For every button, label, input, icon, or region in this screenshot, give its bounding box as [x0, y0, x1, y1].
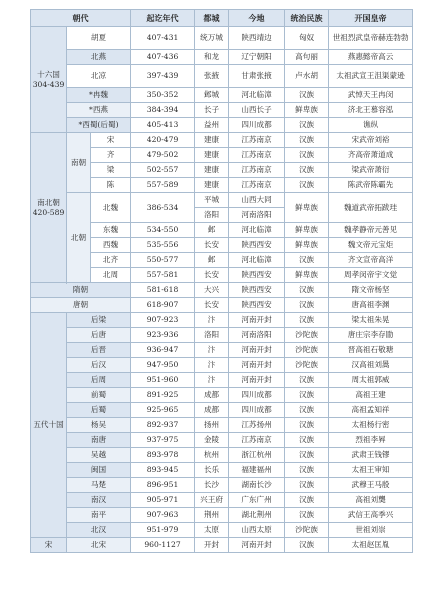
dynasty-cell: 齐 — [91, 148, 131, 163]
dynasty-cell: 南汉 — [67, 493, 131, 508]
table-row — [31, 478, 413, 493]
people-cell: 沙陀族 — [285, 523, 329, 538]
years-cell: 907-963 — [131, 508, 195, 523]
capital-cell: 大兴 — [195, 283, 229, 298]
table-row — [31, 493, 413, 508]
founder-cell: 汉高祖刘暠 — [329, 358, 413, 373]
people-cell: 鲜卑族 — [285, 103, 329, 118]
capital-cell: 兴王府 — [195, 493, 229, 508]
capital-cell: 太原 — [195, 523, 229, 538]
founder-cell: 武信王高季兴 — [329, 508, 413, 523]
modern-location-cell: 甘肃张掖 — [229, 65, 285, 88]
years-cell: 892-937 — [131, 418, 195, 433]
era-southern: 南朝 — [67, 133, 91, 193]
dynasty-cell: 后唐 — [67, 328, 131, 343]
years-cell: 557-581 — [131, 268, 195, 283]
capital-cell: 建康 — [195, 133, 229, 148]
capital-cell: 建康 — [195, 148, 229, 163]
dynasty-cell: 后蜀 — [67, 403, 131, 418]
capital-cell: 益州 — [195, 118, 229, 133]
modern-location-cell: 河北临漳 — [229, 88, 285, 103]
capital-cell: 张掖 — [195, 65, 229, 88]
founder-cell: 武穆王马殷 — [329, 478, 413, 493]
header-capital: 都城 — [195, 10, 229, 27]
modern-location-cell: 四川成都 — [229, 118, 285, 133]
dynasty-cell: *冉魏 — [67, 88, 131, 103]
capital-cell: 汴 — [195, 358, 229, 373]
era-northern: 北朝 — [67, 193, 91, 283]
table-row — [31, 418, 413, 433]
modern-location-cell: 辽宁朝阳 — [229, 50, 285, 65]
table-row — [31, 283, 413, 298]
founder-cell: 太祖杨行密 — [329, 418, 413, 433]
founder-cell: 晋高祖石敬瑭 — [329, 343, 413, 358]
table-row — [31, 343, 413, 358]
founder-cell: 魏文帝元宝炬 — [329, 238, 413, 253]
founder-cell: 齐文宣帝高洋 — [329, 253, 413, 268]
years-cell: 534-550 — [131, 223, 195, 238]
people-cell: 汉族 — [285, 403, 329, 418]
modern-location-cell: 山西长子 — [229, 103, 285, 118]
era-tang: 唐朝 — [31, 298, 131, 313]
years-cell: 502-557 — [131, 163, 195, 178]
dynasty-cell: 北周 — [91, 268, 131, 283]
people-cell: 汉族 — [285, 433, 329, 448]
people-cell: 汉族 — [285, 298, 329, 313]
modern-location-cell: 陕西西安 — [229, 238, 285, 253]
table-row — [31, 65, 413, 88]
people-cell: 汉族 — [285, 538, 329, 553]
dynasty-table — [30, 9, 413, 553]
capital-cell: 汴 — [195, 313, 229, 328]
table-row — [31, 27, 413, 50]
people-cell: 汉族 — [285, 283, 329, 298]
dynasty-cell: 北燕 — [67, 50, 131, 65]
capital-cell: 邺城 — [195, 88, 229, 103]
modern-location-cell: 陕西西安 — [229, 298, 285, 313]
founder-cell: 魏道武帝拓跋珪 — [329, 193, 413, 223]
table-row — [31, 298, 413, 313]
table-row — [31, 523, 413, 538]
years-cell: 550-577 — [131, 253, 195, 268]
years-cell: 905-971 — [131, 493, 195, 508]
dynasty-cell: 北魏 — [91, 193, 131, 223]
capital-cell: 汴 — [195, 343, 229, 358]
capital-cell: 建康 — [195, 178, 229, 193]
era-five-dynasties: 五代十国 — [31, 313, 67, 538]
table-row — [31, 508, 413, 523]
table-row — [31, 388, 413, 403]
table-row — [31, 193, 413, 208]
table-row — [31, 373, 413, 388]
capital-cell: 和龙 — [195, 50, 229, 65]
capital-cell: 洛阳 — [195, 328, 229, 343]
table-row — [31, 88, 413, 103]
people-cell: 汉族 — [285, 478, 329, 493]
table-row — [31, 118, 413, 133]
years-cell: 925-965 — [131, 403, 195, 418]
modern-location-cell: 山西太原 — [229, 523, 285, 538]
people-cell: 汉族 — [285, 253, 329, 268]
years-cell: 384-394 — [131, 103, 195, 118]
table-row — [31, 133, 413, 148]
people-cell: 鲜卑族 — [285, 193, 329, 223]
modern-location-cell: 陕西西安 — [229, 283, 285, 298]
modern-location-cell: 湖南长沙 — [229, 478, 285, 493]
years-cell: 907-923 — [131, 313, 195, 328]
dynasty-cell: *西燕 — [67, 103, 131, 118]
people-cell: 汉族 — [285, 388, 329, 403]
founder-cell: 武肃王钱镠 — [329, 448, 413, 463]
years-cell: 923-936 — [131, 328, 195, 343]
people-cell: 匈奴 — [285, 27, 329, 50]
modern-location-cell: 河南洛阳 — [229, 208, 285, 223]
dynasty-cell: 陈 — [91, 178, 131, 193]
dynasty-cell: 闽国 — [67, 463, 131, 478]
founder-cell: 世祖烈武皇帝赫连勃勃 — [329, 27, 413, 50]
modern-location-cell: 江苏南京 — [229, 148, 285, 163]
years-cell: 893-978 — [131, 448, 195, 463]
founder-cell: 陈武帝陈霸先 — [329, 178, 413, 193]
modern-location-cell: 江苏南京 — [229, 178, 285, 193]
table-row — [31, 328, 413, 343]
people-cell: 汉族 — [285, 88, 329, 103]
table-row — [31, 433, 413, 448]
capital-cell: 杭州 — [195, 448, 229, 463]
people-cell: 汉族 — [285, 133, 329, 148]
capital-cell: 扬州 — [195, 418, 229, 433]
modern-location-cell: 浙江杭州 — [229, 448, 285, 463]
dynasty-cell: 东魏 — [91, 223, 131, 238]
era-southern-northern: 南北朝 420-589 — [31, 133, 67, 283]
people-cell: 汉族 — [285, 118, 329, 133]
modern-location-cell: 河北临漳 — [229, 253, 285, 268]
people-cell: 鲜卑族 — [285, 238, 329, 253]
capital-cell: 平城 — [195, 193, 229, 208]
modern-location-cell: 陕西西安 — [229, 268, 285, 283]
years-cell: 397-439 — [131, 65, 195, 88]
years-cell: 420-479 — [131, 133, 195, 148]
people-cell: 汉族 — [285, 178, 329, 193]
people-cell: 卢水胡 — [285, 65, 329, 88]
founder-cell: 唐高祖李渊 — [329, 298, 413, 313]
years-cell: 893-945 — [131, 463, 195, 478]
modern-location-cell: 河南开封 — [229, 313, 285, 328]
modern-location-cell: 广东广州 — [229, 493, 285, 508]
modern-location-cell: 河南开封 — [229, 358, 285, 373]
capital-cell: 建康 — [195, 163, 229, 178]
capital-cell: 开封 — [195, 538, 229, 553]
founder-cell: 高祖刘龑 — [329, 493, 413, 508]
dynasty-cell: 梁 — [91, 163, 131, 178]
table-row — [31, 463, 413, 478]
modern-location-cell: 江苏扬州 — [229, 418, 285, 433]
years-cell: 407-431 — [131, 27, 195, 50]
dynasty-cell: 北汉 — [67, 523, 131, 538]
founder-cell: 高祖孟知祥 — [329, 403, 413, 418]
capital-cell: 成都 — [195, 388, 229, 403]
header-founding-emperor: 开国皇帝 — [329, 10, 413, 27]
modern-location-cell: 河南洛阳 — [229, 328, 285, 343]
modern-location-cell: 湖北荆州 — [229, 508, 285, 523]
founder-cell: 太祖赵匡胤 — [329, 538, 413, 553]
founder-cell: 世祖刘崇 — [329, 523, 413, 538]
capital-cell: 长安 — [195, 298, 229, 313]
years-cell: 386-534 — [131, 193, 195, 223]
capital-cell: 邺 — [195, 223, 229, 238]
header-ruling-people: 统治民族 — [285, 10, 329, 27]
people-cell: 汉族 — [285, 448, 329, 463]
years-cell: 951-979 — [131, 523, 195, 538]
capital-cell: 汴 — [195, 373, 229, 388]
dynasty-cell: *西蜀(后蜀) — [67, 118, 131, 133]
founder-cell: 梁武帝萧衍 — [329, 163, 413, 178]
people-cell: 鲜卑族 — [285, 268, 329, 283]
founder-cell: 济北王慕容泓 — [329, 103, 413, 118]
founder-cell: 宋武帝刘裕 — [329, 133, 413, 148]
founder-cell: 武悼天王冉闵 — [329, 88, 413, 103]
capital-cell: 荆州 — [195, 508, 229, 523]
capital-cell: 长安 — [195, 238, 229, 253]
people-cell: 汉族 — [285, 373, 329, 388]
people-cell: 高句丽 — [285, 50, 329, 65]
dynasty-cell: 后梁 — [67, 313, 131, 328]
people-cell: 鲜卑族 — [285, 223, 329, 238]
years-cell: 350-352 — [131, 88, 195, 103]
capital-cell: 洛阳 — [195, 208, 229, 223]
modern-location-cell: 四川成都 — [229, 403, 285, 418]
founder-cell: 太祖王审知 — [329, 463, 413, 478]
dynasty-cell: 后汉 — [67, 358, 131, 373]
modern-location-cell: 山西大同 — [229, 193, 285, 208]
people-cell: 汉族 — [285, 463, 329, 478]
modern-location-cell: 四川成都 — [229, 388, 285, 403]
years-cell: 947-950 — [131, 358, 195, 373]
capital-cell: 长安 — [195, 268, 229, 283]
header-dynasty: 朝代 — [31, 10, 131, 27]
dynasty-cell: 胡夏 — [67, 27, 131, 50]
dynasty-cell: 吴越 — [67, 448, 131, 463]
dynasty-cell: 南唐 — [67, 433, 131, 448]
era-song: 宋 — [31, 538, 67, 553]
founder-cell: 周孝闵帝宇文觉 — [329, 268, 413, 283]
years-cell: 535-556 — [131, 238, 195, 253]
people-cell: 沙陀族 — [285, 328, 329, 343]
capital-cell: 成都 — [195, 403, 229, 418]
years-cell: 960-1127 — [131, 538, 195, 553]
modern-location-cell: 江苏南京 — [229, 133, 285, 148]
years-cell: 557-589 — [131, 178, 195, 193]
years-cell: 951-960 — [131, 373, 195, 388]
founder-cell: 梁太祖朱晃 — [329, 313, 413, 328]
founder-cell: 魏孝静帝元善见 — [329, 223, 413, 238]
people-cell: 汉族 — [285, 163, 329, 178]
founder-cell: 隋文帝杨坚 — [329, 283, 413, 298]
capital-cell: 邺 — [195, 253, 229, 268]
table-row — [31, 403, 413, 418]
dynasty-cell: 北宋 — [67, 538, 131, 553]
founder-cell: 烈祖李昪 — [329, 433, 413, 448]
people-cell: 汉族 — [285, 418, 329, 433]
modern-location-cell: 河南开封 — [229, 343, 285, 358]
people-cell: 沙陀族 — [285, 358, 329, 373]
founder-cell: 唐庄宗李存勖 — [329, 328, 413, 343]
years-cell: 405-413 — [131, 118, 195, 133]
header-row — [31, 10, 413, 27]
modern-location-cell: 陕西靖边 — [229, 27, 285, 50]
modern-location-cell: 福建福州 — [229, 463, 285, 478]
people-cell: 汉族 — [285, 493, 329, 508]
dynasty-cell: 南平 — [67, 508, 131, 523]
years-cell: 407-436 — [131, 50, 195, 65]
header-years: 起讫年代 — [131, 10, 195, 27]
modern-location-cell: 江苏南京 — [229, 433, 285, 448]
years-cell: 937-975 — [131, 433, 195, 448]
header-modern-location: 今地 — [229, 10, 285, 27]
capital-cell: 长乐 — [195, 463, 229, 478]
dynasty-cell: 后周 — [67, 373, 131, 388]
table-row — [31, 358, 413, 373]
modern-location-cell: 河南开封 — [229, 373, 285, 388]
era-sui: 隋朝 — [31, 283, 131, 298]
capital-cell: 长沙 — [195, 478, 229, 493]
dynasty-cell: 西魏 — [91, 238, 131, 253]
people-cell: 汉族 — [285, 508, 329, 523]
founder-cell: 周太祖郭威 — [329, 373, 413, 388]
dynasty-cell: 后晋 — [67, 343, 131, 358]
dynasty-cell: 杨吴 — [67, 418, 131, 433]
table-row — [31, 313, 413, 328]
founder-cell: 高祖王建 — [329, 388, 413, 403]
modern-location-cell: 河北临漳 — [229, 223, 285, 238]
capital-cell: 金陵 — [195, 433, 229, 448]
era-sixteen-kingdoms: 十六国 304-439 — [31, 27, 67, 133]
modern-location-cell: 河南开封 — [229, 538, 285, 553]
modern-location-cell: 江苏南京 — [229, 163, 285, 178]
years-cell: 479-502 — [131, 148, 195, 163]
table-row — [31, 103, 413, 118]
years-cell: 891-925 — [131, 388, 195, 403]
table-row — [31, 538, 413, 553]
capital-cell: 统万城 — [195, 27, 229, 50]
dynasty-cell: 北齐 — [91, 253, 131, 268]
dynasty-cell: 宋 — [91, 133, 131, 148]
capital-cell: 长子 — [195, 103, 229, 118]
years-cell: 896-951 — [131, 478, 195, 493]
dynasty-cell: 马楚 — [67, 478, 131, 493]
people-cell: 汉族 — [285, 313, 329, 328]
table-row — [31, 448, 413, 463]
people-cell: 沙陀族 — [285, 343, 329, 358]
people-cell: 汉族 — [285, 148, 329, 163]
table-row — [31, 50, 413, 65]
years-cell: 618-907 — [131, 298, 195, 313]
dynasty-cell: 北凉 — [67, 65, 131, 88]
founder-cell: 燕惠懿帝高云 — [329, 50, 413, 65]
founder-cell: 齐高帝萧道成 — [329, 148, 413, 163]
founder-cell: 谯纵 — [329, 118, 413, 133]
dynasty-cell: 前蜀 — [67, 388, 131, 403]
years-cell: 581-618 — [131, 283, 195, 298]
founder-cell: 太祖武宣王沮渠蒙逊 — [329, 65, 413, 88]
years-cell: 936-947 — [131, 343, 195, 358]
